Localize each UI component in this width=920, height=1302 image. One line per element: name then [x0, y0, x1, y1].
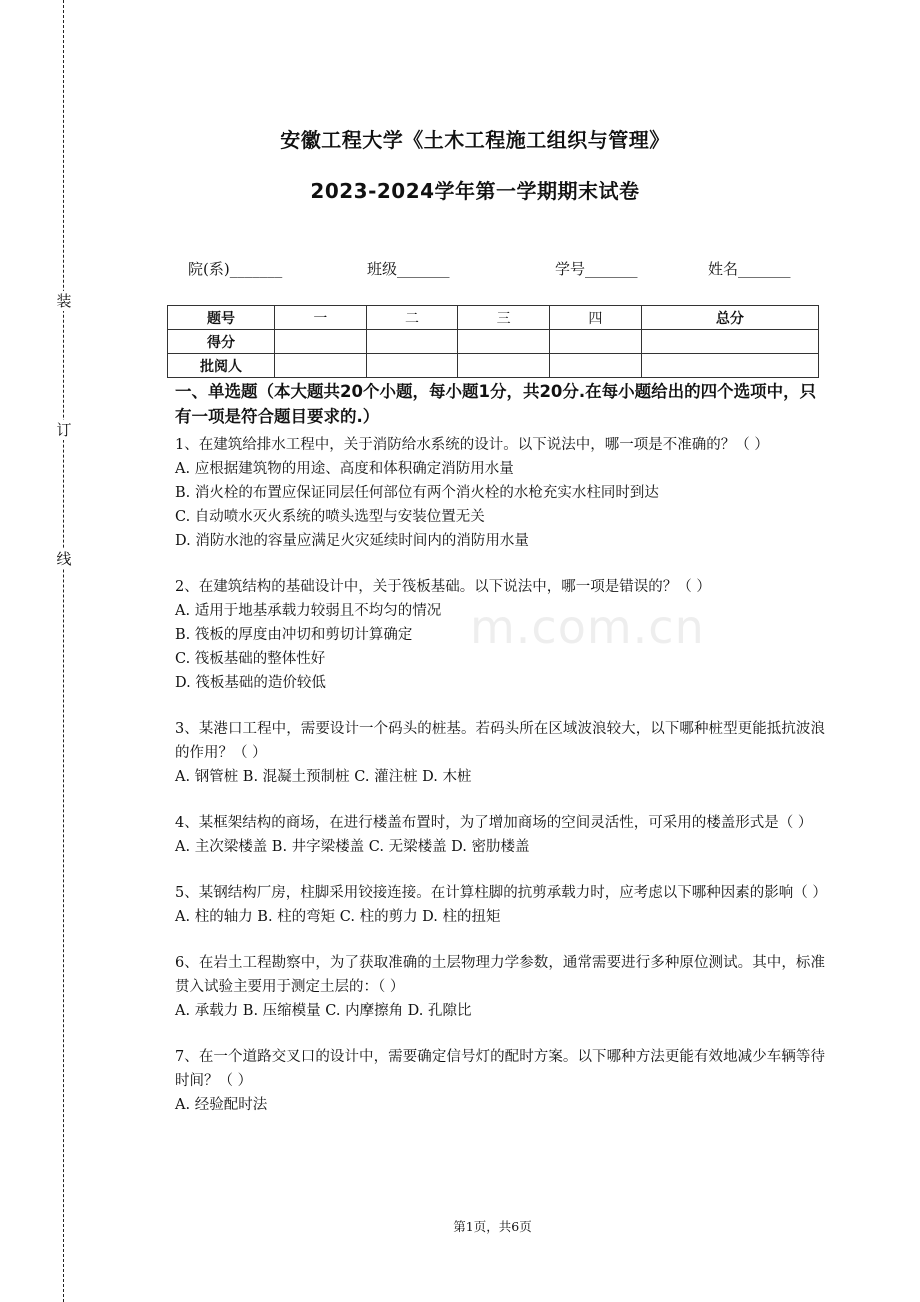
question-7: [175, 1045, 825, 1117]
score-table-row: [168, 354, 819, 378]
table-header-cell: 二: [366, 306, 458, 330]
name-field: 姓名_______: [708, 260, 791, 278]
section-heading: 一、单选题（本大题共20个小题，每小题1分，共20分.在每小题给出的四个选项中，只有一项是符合题目要求的.）: [175, 382, 817, 426]
question-stem: 1、在建筑给排水工程中，关于消防给水系统的设计。以下说法中，哪一项是不准确的？（ ）: [175, 437, 769, 453]
table-header-cell: 三: [458, 306, 550, 330]
score-cell: [550, 330, 642, 354]
table-header-cell: 四: [550, 306, 642, 330]
question-1: [175, 433, 825, 553]
question-4: [175, 811, 825, 859]
score-cell: [275, 330, 367, 354]
option: D. 消防水池的容量应满足火灾延续时间内的消防用水量: [175, 533, 529, 549]
question-6: [175, 951, 825, 1023]
score-cell: [458, 330, 550, 354]
row-label: 批阅人: [168, 354, 275, 378]
score-table-header-row: [168, 306, 819, 330]
score-cell: [458, 354, 550, 378]
score-cell: [550, 354, 642, 378]
score-table: [167, 305, 819, 378]
question-stem: 2、在建筑结构的基础设计中，关于筏板基础。以下说法中，哪一项是错误的？（ ）: [175, 579, 711, 595]
exam-title: 安徽工程大学《土木工程施工组织与管理》: [280, 128, 670, 152]
student-id-field: 学号_______: [555, 260, 638, 278]
option: A. 适用于地基承载力较弱且不均匀的情况: [175, 603, 442, 619]
score-cell: [641, 354, 818, 378]
row-label: 得分: [168, 330, 275, 354]
table-header-cell: 题号: [168, 306, 275, 330]
score-cell: [366, 330, 458, 354]
question-5: [175, 881, 825, 929]
option: A. 应根据建筑物的用途、高度和体积确定消防用水量: [175, 461, 514, 477]
department-field: 院(系)_______: [188, 260, 283, 278]
table-header-cell: 一: [275, 306, 367, 330]
option: C. 筏板基础的整体性好: [175, 651, 326, 667]
score-cell: [366, 354, 458, 378]
question-2: [175, 575, 825, 695]
exam-subtitle: 2023-2024学年第一学期期末试卷: [310, 179, 640, 203]
question-stem: 5、某钢结构厂房，柱脚采用铰接连接。在计算柱脚的抗剪承载力时，应考虑以下哪种因素的影响（ ）: [175, 885, 827, 901]
question-stem: 3、某港口工程中，需要设计一个码头的桩基。若码头所在区域波浪较大，以下哪种桩型更能抵抗波浪的作用？（ ）: [175, 721, 825, 761]
score-table-row: [168, 330, 819, 354]
score-cell: [641, 330, 818, 354]
page-footer: 第1页，共6页: [453, 1219, 532, 1234]
exam-content: [175, 379, 825, 1117]
option: B. 筏板的厚度由冲切和剪切计算确定: [175, 627, 413, 643]
table-header-cell: 总分: [641, 306, 818, 330]
binding-char-zhuang: 装: [56, 292, 72, 310]
option: B. 消火栓的布置应保证同层任何部位有两个消火栓的水枪充实水柱同时到达: [175, 485, 659, 501]
option: C. 自动喷水灭火系统的喷头选型与安装位置无关: [175, 509, 485, 525]
class-field: 班级_______: [367, 260, 450, 278]
option: D. 筏板基础的造价较低: [175, 675, 326, 691]
question-stem: 6、在岩土工程勘察中，为了获取准确的土层物理力学参数，通常需要进行多种原位测试。其中，标准贯入试验主要用于测定土层的：（ ）: [175, 955, 825, 995]
watermark: m.com.cn: [470, 600, 705, 654]
option: A. 承载力 B. 压缩模量 C. 内摩擦角 D. 孔隙比: [175, 1003, 472, 1019]
option: A. 柱的轴力 B. 柱的弯矩 C. 柱的剪力 D. 柱的扭矩: [175, 909, 501, 925]
score-cell: [275, 354, 367, 378]
binding-char-ding: 订: [56, 421, 72, 439]
option: A. 主次梁楼盖 B. 井字梁楼盖 C. 无梁楼盖 D. 密肋楼盖: [175, 839, 530, 855]
binding-char-xian: 线: [56, 550, 72, 568]
option: A. 钢管桩 B. 混凝土预制桩 C. 灌注桩 D. 木桩: [175, 769, 472, 785]
question-stem: 7、在一个道路交叉口的设计中，需要确定信号灯的配时方案。以下哪种方法更能有效地减少车辆等待时间？（ ）: [175, 1049, 825, 1089]
option: A. 经验配时法: [175, 1097, 268, 1113]
question-3: [175, 717, 825, 789]
question-stem: 4、某框架结构的商场，在进行楼盖布置时，为了增加商场的空间灵活性，可采用的楼盖形式是（ ）: [175, 815, 813, 831]
